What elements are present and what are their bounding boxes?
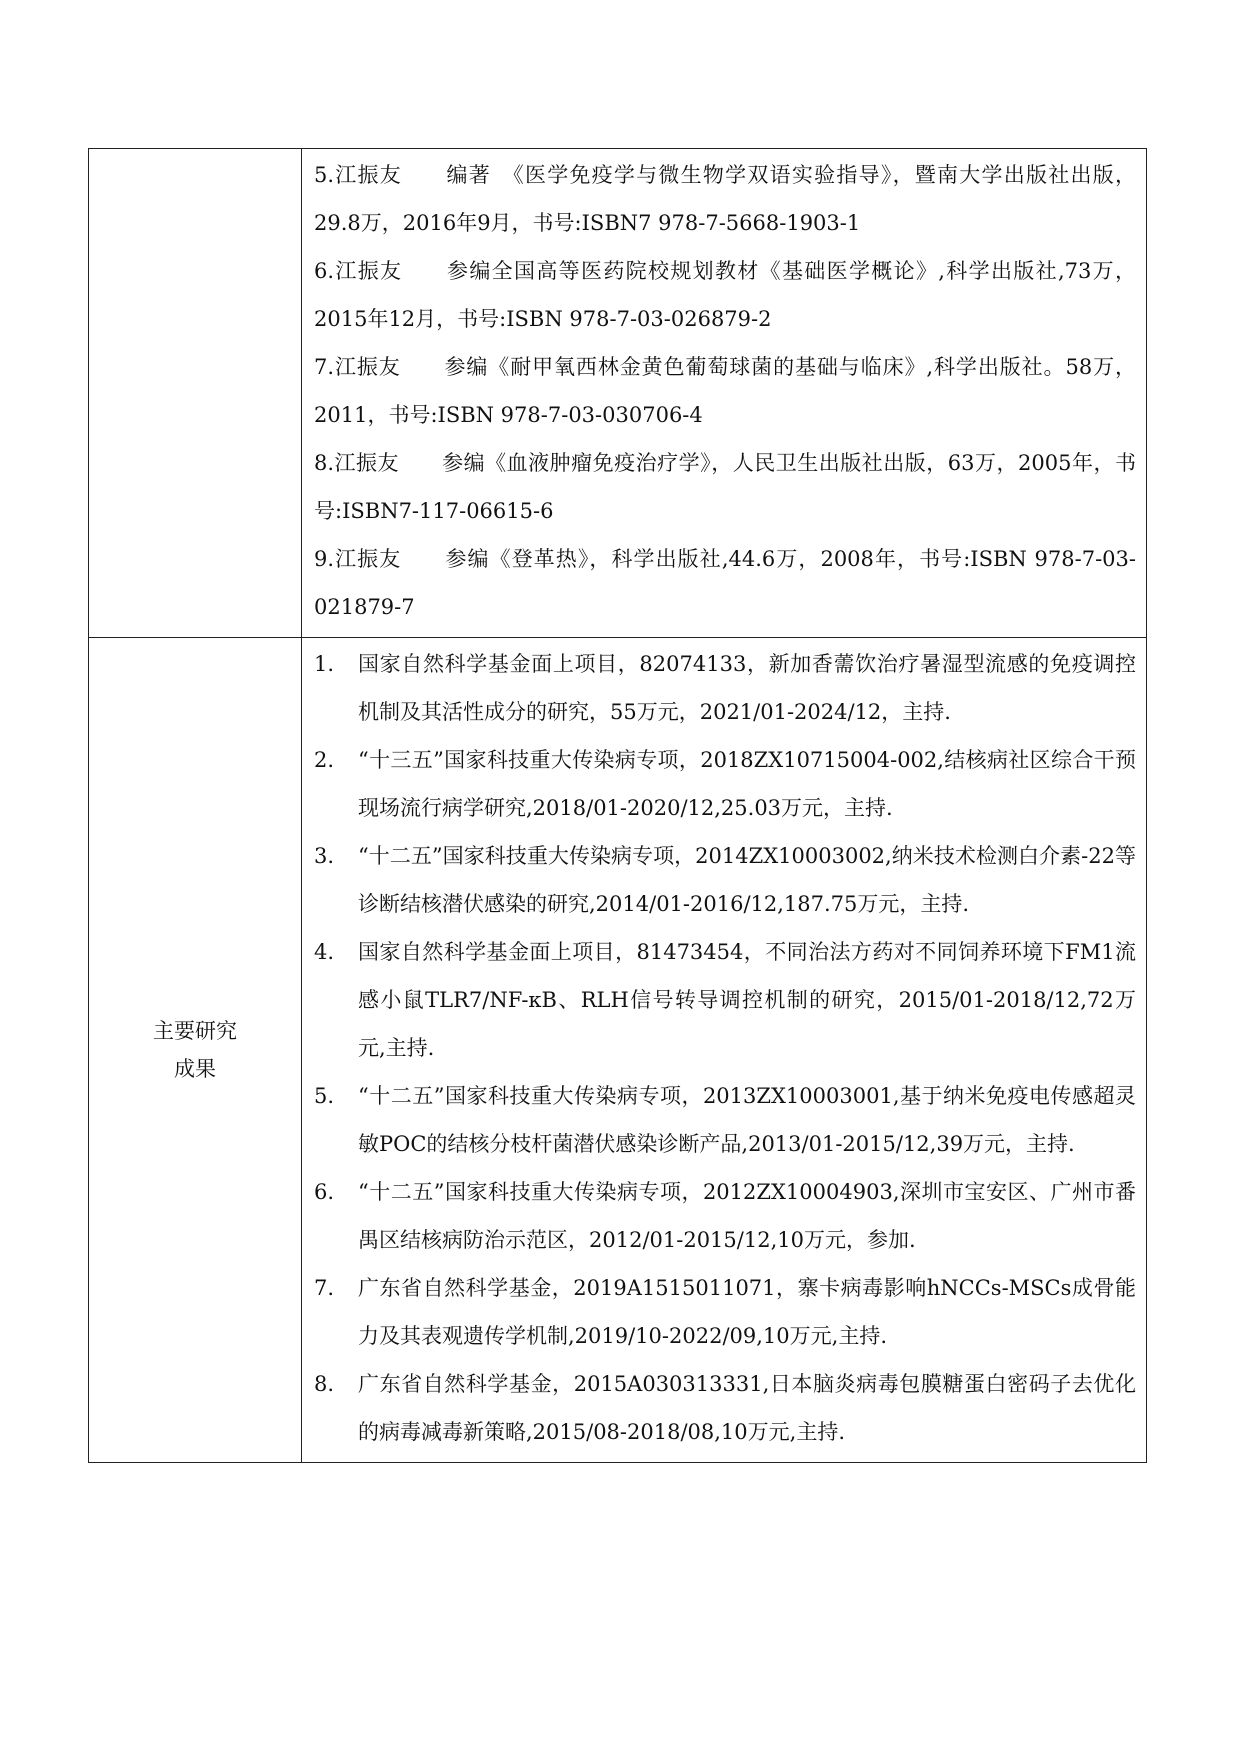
project-text: 广东省自然科学基金，2015A030313331,日本脑炎病毒包膜糖蛋白密码子去优化的病毒减毒新策略,2015/08-2018/08,10万元,主持.	[358, 1372, 1136, 1444]
project-item	[314, 640, 1136, 736]
project-text: “十三五”国家科技重大传染病专项，2018ZX10715004-002,结核病社区综合干预现场流行病学研究,2018/01-2020/12,25.03万元，主持.	[358, 748, 1136, 820]
project-number: 6.	[314, 1180, 335, 1204]
publication-entry: 8.江振友 参编《血液肿瘤免疫治疗学》，人民卫生出版社出版，63万，2005年，书号:ISBN7-117-06615-6	[314, 451, 1136, 523]
research-row	[89, 638, 1147, 1463]
project-number: 4.	[314, 940, 335, 964]
project-item	[314, 1168, 1136, 1264]
project-number: 5.	[314, 1084, 335, 1108]
publications-label-cell	[89, 149, 302, 638]
project-text: 国家自然科学基金面上项目，82074133，新加香薷饮治疗暑湿型流感的免疫调控机制及其活性成分的研究，55万元，2021/01-2024/12，主持.	[358, 652, 1136, 724]
research-label-line2: 成果	[174, 1057, 216, 1081]
publication-entry: 5.江振友 编著 《医学免疫学与微生物学双语实验指导》，暨南大学出版社出版，29.8万，2016年9月，书号:ISBN7 978-7-5668-1903-1	[314, 163, 1136, 235]
research-content-cell	[302, 638, 1147, 1463]
project-number: 7.	[314, 1276, 335, 1300]
project-text: 广东省自然科学基金，2019A1515011071，寨卡病毒影响hNCCs-MSCs成骨能力及其表观遗传学机制,2019/10-2022/09,10万元,主持.	[358, 1276, 1136, 1348]
research-label-line1: 主要研究	[153, 1019, 237, 1043]
project-number: 1.	[314, 652, 335, 676]
publication-entry: 9.江振友 参编《登革热》，科学出版社,44.6万，2008年，书号:ISBN 978-7-03-021879-7	[314, 547, 1136, 619]
project-text: “十二五”国家科技重大传染病专项，2014ZX10003002,纳米技术检测白介素-22等诊断结核潜伏感染的研究,2014/01-2016/12,187.75万元，主持.	[358, 844, 1136, 916]
publications-content-cell	[302, 149, 1147, 638]
project-list	[314, 640, 1136, 1456]
project-item	[314, 1264, 1136, 1360]
publication-entry: 6.江振友 参编全国高等医药院校规划教材《基础医学概论》,科学出版社,73万，2015年12月，书号:ISBN 978-7-03-026879-2	[314, 259, 1136, 331]
project-item	[314, 928, 1136, 1072]
project-item	[314, 832, 1136, 928]
project-text: “十二五”国家科技重大传染病专项，2013ZX10003001,基于纳米免疫电传感超灵敏POC的结核分枝杆菌潜伏感染诊断产品,2013/01-2015/12,39万元，主持.	[358, 1084, 1136, 1156]
project-item	[314, 1360, 1136, 1456]
research-label-cell	[89, 638, 302, 1463]
publication-entry: 7.江振友 参编《耐甲氧西林金黄色葡萄球菌的基础与临床》,科学出版社。58万，2011，书号:ISBN 978-7-03-030706-4	[314, 355, 1136, 427]
document-table	[88, 148, 1147, 1463]
project-text: “十二五”国家科技重大传染病专项，2012ZX10004903,深圳市宝安区、广州市番禺区结核病防治示范区，2012/01-2015/12,10万元，参加.	[358, 1180, 1136, 1252]
publications-row	[89, 149, 1147, 638]
project-number: 8.	[314, 1372, 335, 1396]
project-number: 3.	[314, 844, 335, 868]
project-item	[314, 1072, 1136, 1168]
project-number: 2.	[314, 748, 335, 772]
project-item	[314, 736, 1136, 832]
project-text: 国家自然科学基金面上项目，81473454，不同治法方药对不同饲养环境下FM1流感小鼠TLR7/NF-κB、RLH信号转导调控机制的研究，2015/01-2018/12,72万元,主持.	[358, 940, 1136, 1060]
